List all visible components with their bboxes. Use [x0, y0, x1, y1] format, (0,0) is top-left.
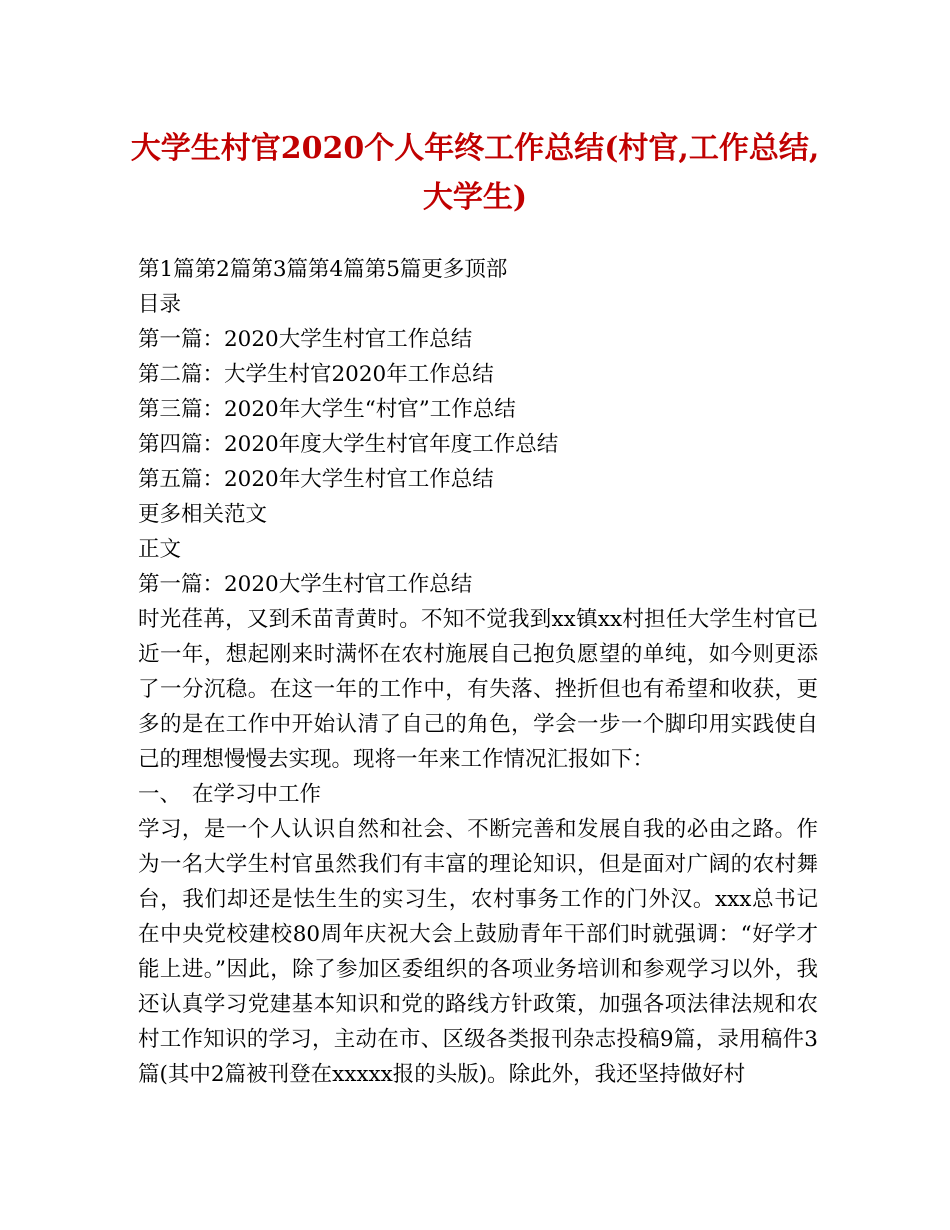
- toc-item-2[interactable]: 第二篇：大学生村官2020年工作总结: [138, 362, 494, 387]
- article-nav-links[interactable]: 第1篇第2篇第3篇第4篇第5篇更多顶部: [138, 257, 508, 282]
- section-heading: [138, 777, 818, 812]
- toc-item-1[interactable]: 第一篇：2020大学生村官工作总结: [138, 327, 473, 352]
- more-related-link[interactable]: 更多相关范文: [138, 502, 268, 527]
- paragraph-intro: 时光荏苒，又到禾苗青黄时。不知不觉我到xx镇xx村担任大学生村官已近一年，想起刚来时满怀在农村施展自己抱负愿望的单纯，如今则更添了一分沉稳。在这一年的工作中，有失落、挫折但也有希望和收获，更多的是在工作中开始认清了自己的角色，学会一步一个脚印用实践使自己的理想慢慢去实现。现将一年来工作情况汇报如下：: [138, 607, 818, 772]
- document-body: [138, 252, 818, 1092]
- paragraph-study: 学习，是一个人认识自然和社会、不断完善和发展自我的必由之路。作为一名大学生村官虽然我们有丰富的理论知识，但是面对广阔的农村舞台，我们却还是怯生生的实习生，农村事务工作的门外汉。xxx总书记在中央党校建校80周年庆祝大会上鼓励青年干部们时就强调：“好学才能上进。”因此，除了参加区委组织的各项业务培训和参观学习以外，我还认真学习党建基本知识和党的路线方针政策，加强各项法律法规和农村工作知识的学习，主动在市、区级各类报刊杂志投稿9篇，录用稿件3篇(其中2篇被刊登在xxxxx报的头版)。除此外，我还坚持做好村: [138, 817, 818, 1087]
- main-text-heading: 正文: [138, 537, 182, 562]
- section-title: 在学习中工作: [192, 782, 322, 807]
- document-title: 大学生村官2020个人年终工作总结(村官,工作总结,大学生): [130, 131, 820, 215]
- article-title: 第一篇：2020大学生村官工作总结: [138, 572, 473, 597]
- toc-heading: 目录: [138, 292, 182, 317]
- toc-item-3[interactable]: 第三篇：2020年大学生“村官”工作总结: [138, 397, 516, 422]
- toc-item-5[interactable]: 第五篇：2020年大学生村官工作总结: [138, 467, 494, 492]
- toc-item-4[interactable]: 第四篇：2020年度大学生村官年度工作总结: [138, 432, 559, 457]
- section-number: 一、: [138, 782, 182, 807]
